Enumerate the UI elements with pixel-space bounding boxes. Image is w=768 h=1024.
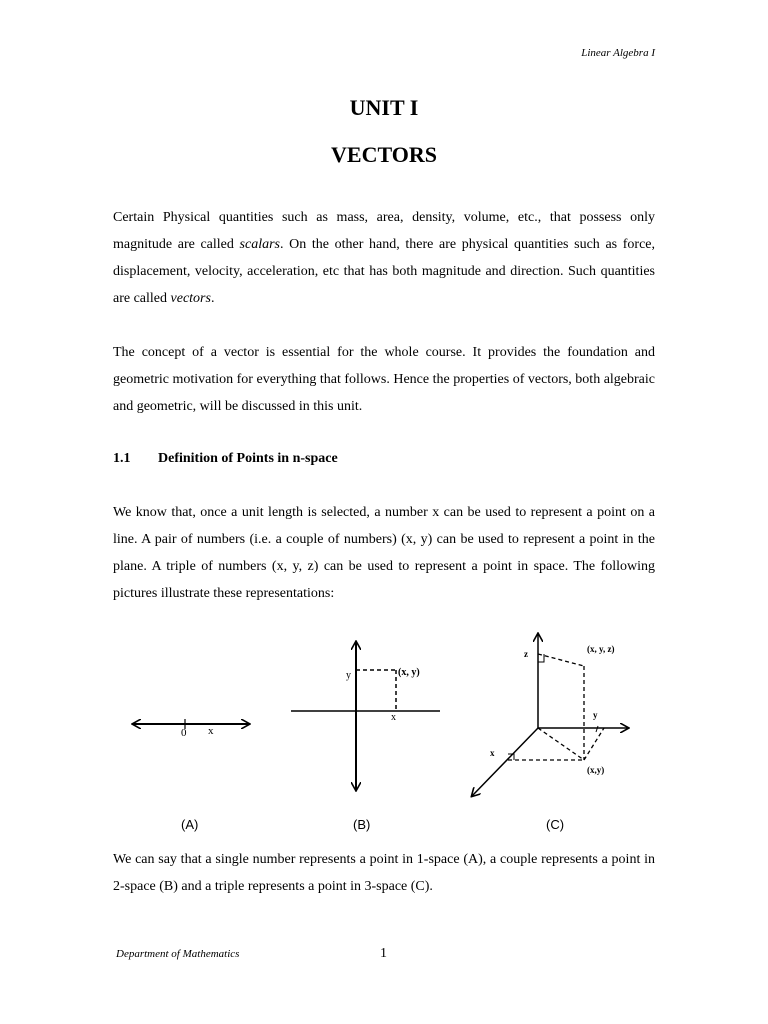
paragraph-intro: Certain Physical quantities such as mass, area, density, volume, etc., that possess only magnitude are called scalars. On the other hand, there are physical quantities such as force, displacement, velocity, acceleration, etc that has both magnitude and direction. Such quantities are called vectors.: [113, 210, 656, 306]
figure-a-x-label: x: [208, 725, 214, 737]
figure-a-origin-label: 0: [181, 727, 187, 739]
figure-a-number-line: [133, 719, 249, 739]
figure-c-space: [472, 634, 628, 796]
figure-c-point3-label: (x, y, z): [587, 644, 615, 654]
page-number: 1: [380, 946, 387, 961]
section-title: Definition of Points in n-space: [158, 451, 338, 466]
section-number: 1.1: [113, 451, 131, 466]
term-scalars: scalars: [239, 237, 280, 252]
unit-title: UNIT I: [349, 95, 419, 120]
figure-a-caption: (A): [181, 817, 199, 832]
term-vectors: vectors: [170, 291, 211, 306]
figure-c-point2-label: (x,y): [587, 765, 605, 775]
figure-c-caption: (C): [546, 817, 565, 832]
figure-b-caption: (B): [353, 817, 371, 832]
section-heading: [113, 451, 338, 467]
figure-c-x-label: x: [490, 748, 495, 758]
paragraph-points: We know that, once a unit length is selected, a number x can be used to represent a point on a line. A pair of numbers (i.e. a couple of numbers) (x, y) can be used to represent a point in the plane. A triple of numbers (x, y, z) can be used to represent a point in space. The following pictures illustrate these representations:: [113, 505, 655, 601]
paragraph-concept: The concept of a vector is essential for the whole course. It provides the foundation and geometric motivation for everything that follows. Hence the properties of vectors, both algebraic and geometric, will be discussed in this unit.: [113, 345, 655, 414]
figure-b-plane: [291, 642, 440, 790]
figure-c-y-label: y: [593, 710, 598, 720]
figure-representations: [0, 620, 768, 840]
paragraph-summary: We can say that a single number represents a point in 1-space (A), a couple represents a point in 2-space (B) and a triple represents a point in 3-space (C).: [113, 852, 655, 894]
running-header: Linear Algebra I: [581, 47, 655, 59]
footer-department: Department of Mathematics: [116, 948, 240, 960]
figure-b-x-label: x: [391, 712, 396, 723]
figure-b-y-label: y: [346, 670, 351, 681]
page-title: VECTORS: [331, 142, 437, 167]
figure-b-point-label: (x, y): [398, 667, 420, 678]
figure-c-z-label: z: [524, 649, 528, 659]
